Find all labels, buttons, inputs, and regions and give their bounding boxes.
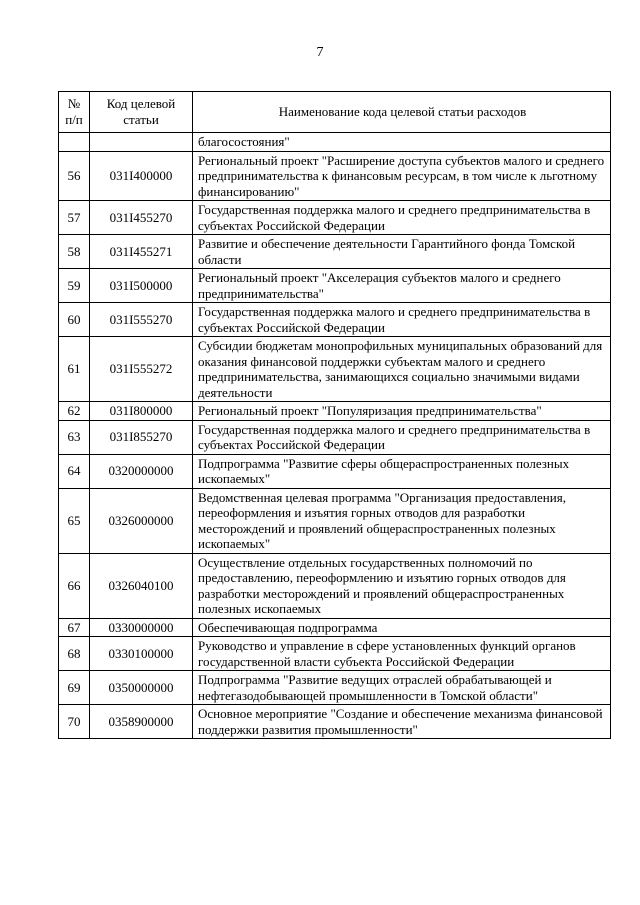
table-row	[59, 337, 611, 402]
row-code: 031I555270	[90, 303, 193, 337]
row-name: Государственная поддержка малого и среднего предпринимательства в субъектах Российской Федерации	[193, 420, 611, 454]
table-row	[59, 201, 611, 235]
row-name: Ведомственная целевая программа "Организация предоставления, переоформления и изъятия горных отводов для разработки месторождений и проявлений общераспространенных полезных ископаемых"	[193, 488, 611, 553]
row-name: Региональный проект "Популяризация предпринимательства"	[193, 402, 611, 421]
table-row	[59, 488, 611, 553]
row-code: 031I455270	[90, 201, 193, 235]
row-code: 031I855270	[90, 420, 193, 454]
row-number: 67	[59, 618, 90, 637]
row-name: Региональный проект "Расширение доступа субъектов малого и среднего предпринимательства к финансовым ресурсам, в том числе к льготному финансированию"	[193, 151, 611, 201]
table-row	[59, 671, 611, 705]
row-name: Субсидии бюджетам монопрофильных муниципальных образований для оказания финансовой поддержки субъектам малого и среднего предпринимательства, занимающихся социально значимыми видами деятельности	[193, 337, 611, 402]
table-row	[59, 420, 611, 454]
row-number: 69	[59, 671, 90, 705]
row-name: Региональный проект "Акселерация субъектов малого и среднего предпринимательства"	[193, 269, 611, 303]
row-number: 57	[59, 201, 90, 235]
row-code: 031I455271	[90, 235, 193, 269]
row-code: 0320000000	[90, 454, 193, 488]
continuation-row	[59, 133, 611, 152]
row-name: Развитие и обеспечение деятельности Гарантийного фонда Томской области	[193, 235, 611, 269]
row-name: Государственная поддержка малого и среднего предпринимательства в субъектах Российской Федерации	[193, 303, 611, 337]
row-name: Осуществление отдельных государственных полномочий по предоставлению, переоформлению и изъятию горных отводов для разработки месторождений и проявлений общераспространенных полезных ископаемых	[193, 553, 611, 618]
row-number: 58	[59, 235, 90, 269]
row-number: 68	[59, 637, 90, 671]
row-number: 64	[59, 454, 90, 488]
row-code: 0350000000	[90, 671, 193, 705]
row-name: Обеспечивающая подпрограмма	[193, 618, 611, 637]
row-name: Подпрограмма "Развитие сферы общераспространенных полезных ископаемых"	[193, 454, 611, 488]
row-number: 63	[59, 420, 90, 454]
row-number: 62	[59, 402, 90, 421]
row-code: 031I500000	[90, 269, 193, 303]
row-number: 60	[59, 303, 90, 337]
header-code: Код целевой статьи	[90, 92, 193, 133]
continuation-text: благосостояния"	[193, 133, 611, 152]
header-name: Наименование кода целевой статьи расходов	[193, 92, 611, 133]
row-number: 65	[59, 488, 90, 553]
table-row	[59, 303, 611, 337]
table-row	[59, 402, 611, 421]
row-number: 59	[59, 269, 90, 303]
continuation-code-cell	[90, 133, 193, 152]
row-code: 0326000000	[90, 488, 193, 553]
table-row	[59, 553, 611, 618]
table-row	[59, 637, 611, 671]
row-number: 66	[59, 553, 90, 618]
row-name: Подпрограмма "Развитие ведущих отраслей обрабатывающей и нефтегазодобывающей промышленности в Томской области"	[193, 671, 611, 705]
row-name: Основное мероприятие "Создание и обеспечение механизма финансовой поддержки развития промышленности"	[193, 705, 611, 739]
header-num: № п/п	[59, 92, 90, 133]
continuation-num-cell	[59, 133, 90, 152]
row-code: 031I800000	[90, 402, 193, 421]
budget-codes-table	[58, 91, 611, 739]
table-row	[59, 705, 611, 739]
table-row	[59, 269, 611, 303]
row-code: 031I400000	[90, 151, 193, 201]
row-name: Государственная поддержка малого и среднего предпринимательства в субъектах Российской Федерации	[193, 201, 611, 235]
table-row	[59, 235, 611, 269]
page-number: 7	[316, 45, 324, 60]
row-code: 0330000000	[90, 618, 193, 637]
row-code: 0358900000	[90, 705, 193, 739]
row-name: Руководство и управление в сфере установленных функций органов государственной власти субъекта Российской Федерации	[193, 637, 611, 671]
row-code: 031I555272	[90, 337, 193, 402]
row-number: 56	[59, 151, 90, 201]
row-code: 0326040100	[90, 553, 193, 618]
table-row	[59, 618, 611, 637]
row-code: 0330100000	[90, 637, 193, 671]
table-row	[59, 151, 611, 201]
table-header-row	[59, 92, 611, 133]
row-number: 70	[59, 705, 90, 739]
row-number: 61	[59, 337, 90, 402]
table-row	[59, 454, 611, 488]
